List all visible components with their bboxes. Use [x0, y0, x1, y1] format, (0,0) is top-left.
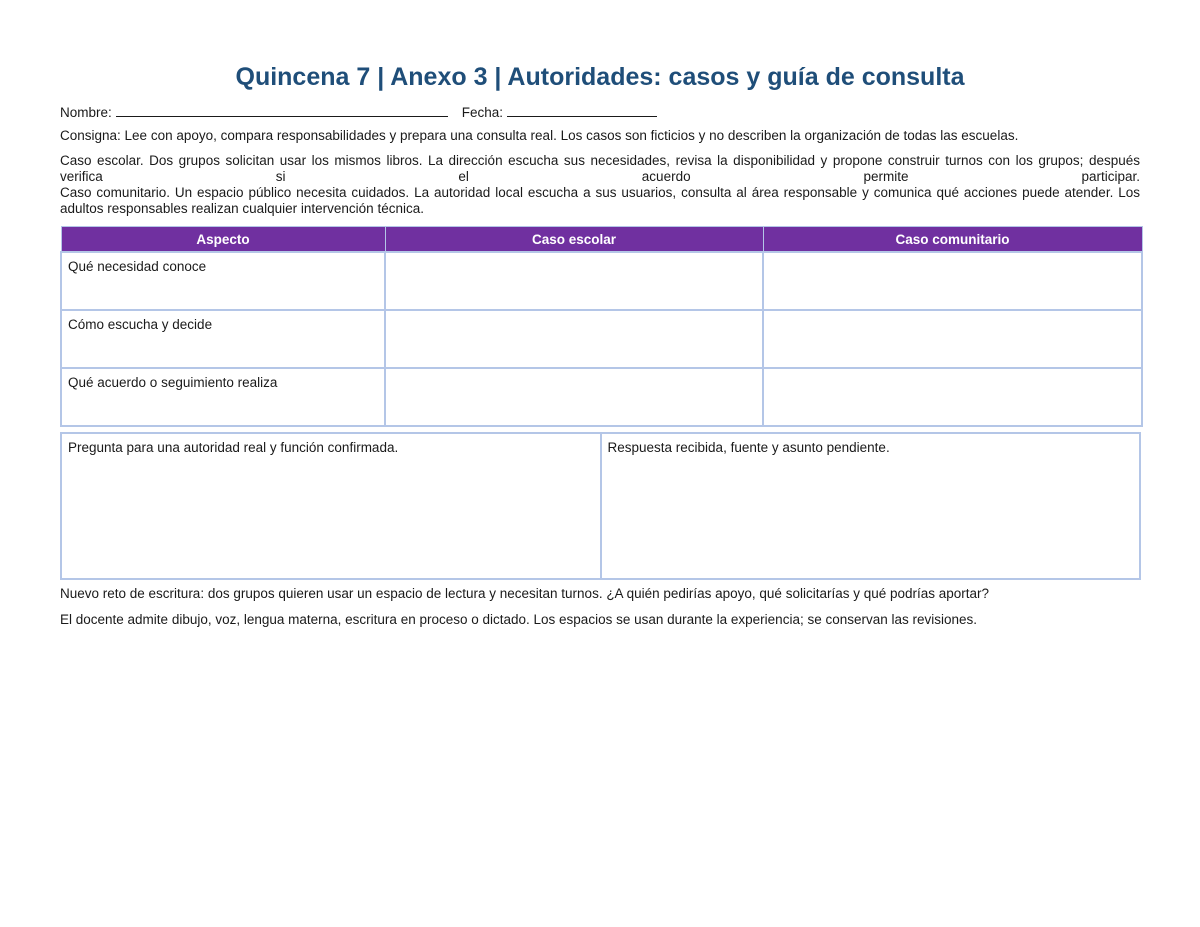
- comparison-table: [60, 226, 1143, 427]
- aspect-label: Qué acuerdo o seguimiento realiza: [61, 368, 385, 426]
- table-row: [61, 368, 1142, 426]
- response-box[interactable]: [600, 434, 1140, 578]
- aspect-label: Qué necesidad conoce: [61, 252, 385, 310]
- community-case-text: Caso comunitario. Un espacio público necesita cuidados. La autoridad local escucha a sus usuarios, consulta al área responsable y comunica qué acciones puede atender. Los adultos responsables realizan cualquier intervención técnica.: [60, 185, 1140, 216]
- case-descriptions: [60, 153, 1140, 217]
- header-aspecto: Aspecto: [61, 227, 385, 253]
- instructions-text: Consigna: Lee con apoyo, compara responsabilidades y prepara una consulta real. Los casos son ficticios y no describen la organización de todas las escuelas.: [60, 128, 1019, 143]
- name-blank-line[interactable]: [116, 103, 448, 117]
- table-header-row: [61, 227, 1142, 253]
- writing-challenge-text: Nuevo reto de escritura: dos grupos quieren usar un espacio de lectura y necesitan turnos. ¿A quién pedirías apoyo, qué solicitarías y qué podrías aportar?: [60, 586, 990, 601]
- date-label: Fecha:: [461, 105, 504, 120]
- header-caso-escolar: Caso escolar: [385, 227, 763, 253]
- teacher-note-text: El docente admite dibujo, voz, lengua materna, escritura en proceso o dictado. Los espacios se usan durante la experiencia; se conservan las revisiones.: [60, 612, 978, 627]
- header-caso-comunitario: Caso comunitario: [763, 227, 1142, 253]
- school-case-text: Caso escolar. Dos grupos solicitan usar los mismos libros. La dirección escucha sus necesidades, revisa la disponibilidad y propone construir turnos con los grupos; después verifica si el acuerdo permite participar.: [60, 153, 1140, 184]
- student-info-row: [60, 103, 1140, 121]
- answer-cell-comunitario[interactable]: [763, 368, 1142, 426]
- table-row: [61, 310, 1142, 368]
- answer-cell-escolar[interactable]: [385, 310, 763, 368]
- table-row: [61, 252, 1142, 310]
- page-title: Quincena 7 | Anexo 3 | Autoridades: casos y guía de consulta: [235, 63, 965, 91]
- consultation-boxes: [60, 432, 1141, 580]
- answer-cell-comunitario[interactable]: [763, 310, 1142, 368]
- answer-cell-comunitario[interactable]: [763, 252, 1142, 310]
- question-box[interactable]: [62, 434, 600, 578]
- aspect-label: Cómo escucha y decide: [61, 310, 385, 368]
- date-blank-line[interactable]: [507, 103, 657, 117]
- question-box-label: Pregunta para una autoridad real y función confirmada.: [68, 440, 399, 455]
- response-box-label: Respuesta recibida, fuente y asunto pendiente.: [607, 440, 890, 455]
- name-label: Nombre:: [60, 105, 112, 120]
- answer-cell-escolar[interactable]: [385, 368, 763, 426]
- answer-cell-escolar[interactable]: [385, 252, 763, 310]
